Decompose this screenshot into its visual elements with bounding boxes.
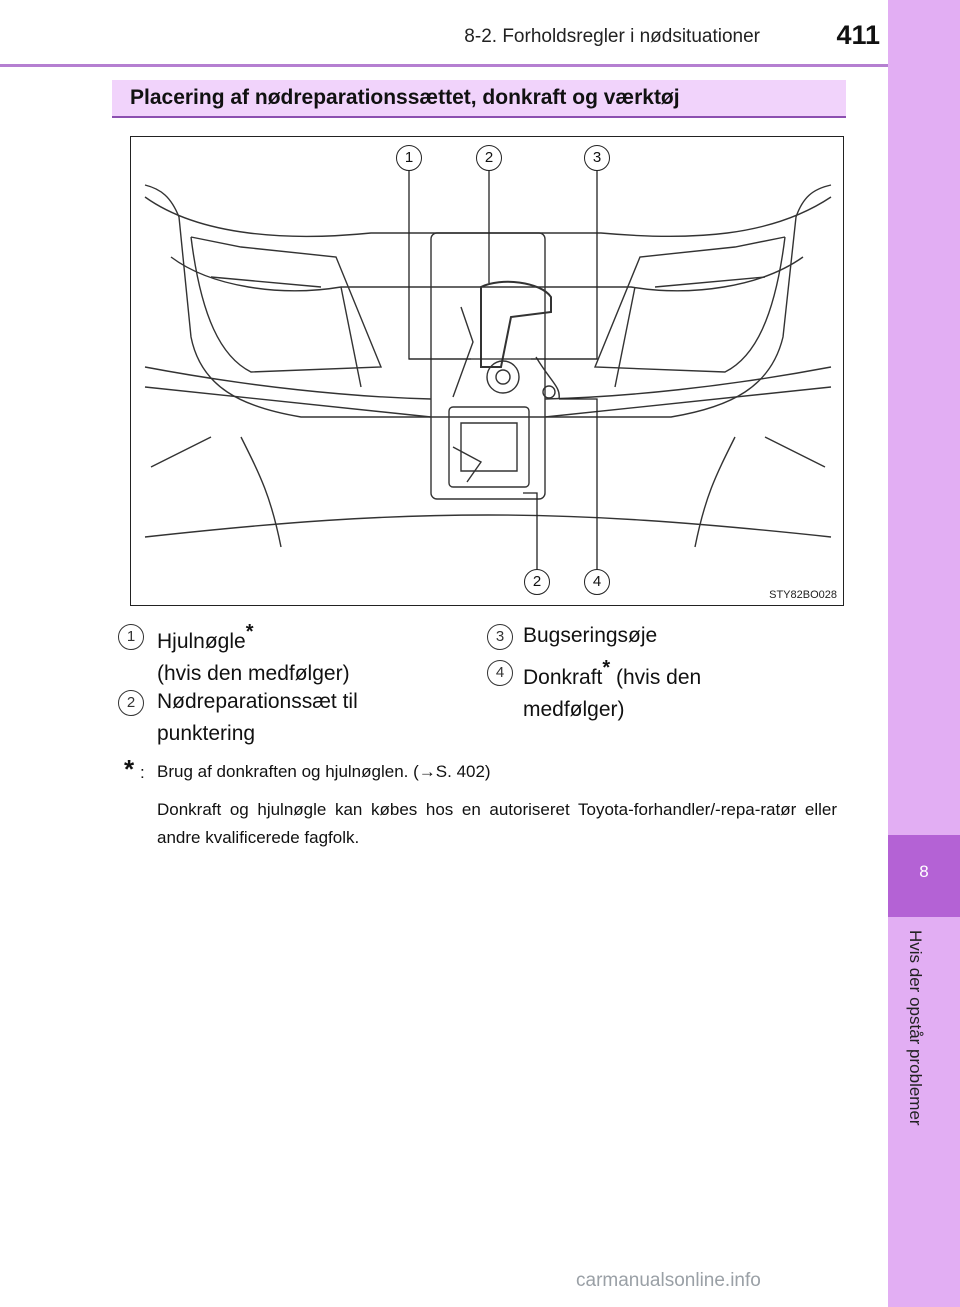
callout-3-top: 3 xyxy=(584,145,610,171)
section-title: Placering af nødreparationssættet, donkraft og værktøj xyxy=(130,86,680,109)
footnote-marker: * xyxy=(124,754,135,784)
header-section-title: 8-2. Forholdsregler i nødsituationer xyxy=(464,26,760,47)
legend-item-3 xyxy=(523,620,657,652)
legend-badge-1: 1 xyxy=(118,624,144,650)
legend-badge-2: 2 xyxy=(118,690,144,716)
legend-label: Hjulnøgle xyxy=(157,630,246,653)
footnote-text xyxy=(157,762,491,782)
trunk-line-drawing xyxy=(131,137,845,607)
legend-label: Donkraft xyxy=(523,666,603,689)
legend-note-cont: medfølger) xyxy=(523,698,625,721)
legend-note: (hvis den medfølger) xyxy=(157,662,350,685)
legend-item-2 xyxy=(157,686,358,750)
callout-2-bottom: 2 xyxy=(524,569,550,595)
legend-badge-3: 3 xyxy=(487,624,513,650)
header-divider xyxy=(0,64,888,67)
section-title-bar xyxy=(112,80,846,118)
footnote-text-before: Brug af donkraften og hjulnøglen. ( xyxy=(157,762,419,781)
legend-label-cont: punktering xyxy=(157,722,256,745)
page-number: 411 xyxy=(836,20,880,50)
callout-2-top: 2 xyxy=(476,145,502,171)
chapter-title: Hvis der opstår problemer xyxy=(906,930,925,1126)
arrow-icon: → xyxy=(418,762,436,781)
legend-label: Bugseringsøje xyxy=(523,624,658,647)
callout-1-top: 1 xyxy=(396,145,422,171)
footnote-colon: : xyxy=(140,763,145,782)
footnote-star: * xyxy=(602,657,611,679)
watermark: carmanualsonline.info xyxy=(576,1270,761,1291)
chapter-number: 8 xyxy=(919,862,929,881)
purchase-note: Donkraft og hjulnøgle kan købes hos en autoriseret Toyota-forhandler/-repa-ratør eller andre kvalificerede fagfolk. xyxy=(157,800,837,847)
legend-label: Nødreparationssæt til xyxy=(157,690,358,713)
legend-badge-4: 4 xyxy=(487,660,513,686)
page-reference-link[interactable]: S. 402) xyxy=(435,762,491,781)
legend-item-1 xyxy=(157,618,350,690)
trunk-illustration xyxy=(130,136,844,606)
legend-note: (hvis den xyxy=(610,666,702,689)
image-code: STY82BO028 xyxy=(769,589,837,601)
callout-4-bottom: 4 xyxy=(584,569,610,595)
footnote-star: * xyxy=(245,621,254,643)
legend-item-4 xyxy=(523,654,701,726)
